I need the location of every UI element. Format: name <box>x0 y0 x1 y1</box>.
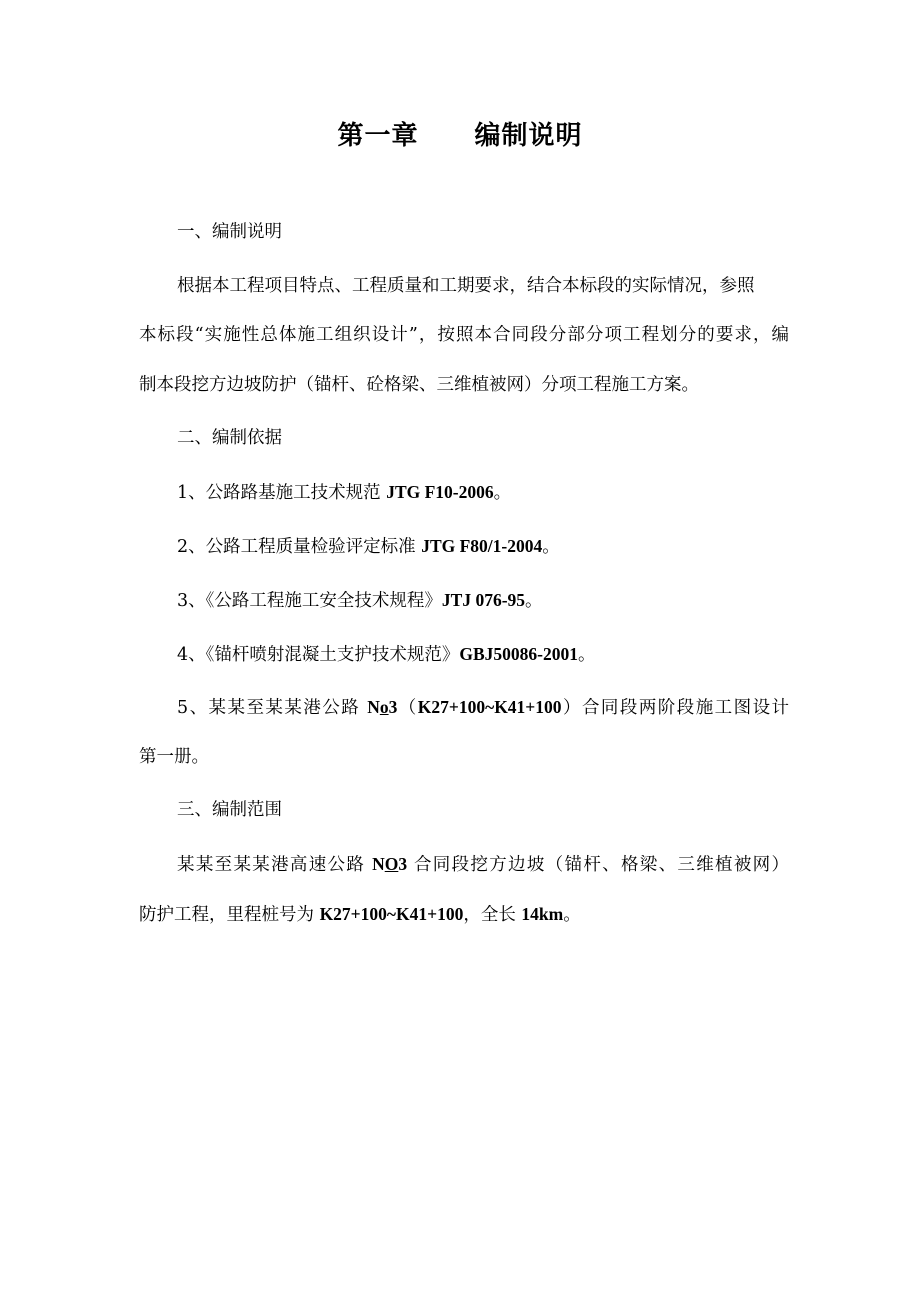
contract-number <box>367 697 397 717</box>
basis-item <box>177 587 789 614</box>
basis-item <box>177 479 789 506</box>
chapter-title <box>0 118 920 154</box>
chapter-number: 第一章 <box>337 121 419 151</box>
chainage-range: K27+100~K41+100 <box>417 697 562 717</box>
numero-digit: 3 <box>388 697 398 717</box>
scope-text: 某某至某某港高速公路 <box>177 855 373 875</box>
basis-item <box>177 694 789 721</box>
basis-item-title: 2、公路工程质量检验评定标准 <box>177 537 422 557</box>
numero-letter: N <box>367 697 380 717</box>
section-heading-compilation-basis: 二、编制依据 <box>177 428 282 448</box>
scope-text: 合同段挖方边坡（锚杆、格梁、三维植被网） <box>407 855 790 875</box>
basis-item-end: 。 <box>525 591 543 611</box>
basis-item <box>177 641 789 668</box>
scope-text: 。 <box>563 905 581 925</box>
standard-code: JTG F80/1-2004 <box>421 536 543 556</box>
basis-item-title: 5、某某至某某港公路 <box>177 698 368 718</box>
basis-item-end: 。 <box>493 483 512 503</box>
section-heading-compilation-scope: 三、编制范围 <box>177 800 282 820</box>
paragraph-line: 根据本工程项目特点、工程质量和工期要求，结合本标段的实际情况，参照 <box>177 276 755 296</box>
standard-code: JTG F10-2006 <box>386 482 494 502</box>
total-length: 14km <box>521 904 564 924</box>
paragraph-line <box>177 851 789 878</box>
basis-item-title: 4、《锚杆喷射混凝土支护技术规范》 <box>177 645 460 665</box>
chainage-range: K27+100~K41+100 <box>319 904 464 924</box>
numero-digit: 3 <box>398 854 408 874</box>
paren-close: ） <box>561 698 582 718</box>
section-heading-compilation-notes: 一、编制说明 <box>177 222 282 242</box>
paren-open: （ <box>397 698 418 718</box>
numero-letter: O <box>384 854 399 874</box>
paragraph-line: 制本段挖方边坡防护（锚杆、砼格梁、三维植被网）分项工程施工方案。 <box>139 375 699 395</box>
basis-item-end: 。 <box>542 537 560 557</box>
standard-code: GBJ50086-2001 <box>459 644 579 664</box>
scope-text: 防护工程，里程桩号为 <box>139 905 320 925</box>
numero-letter: o <box>379 697 389 717</box>
basis-item-end: 。 <box>578 645 596 665</box>
paragraph-line <box>139 901 789 928</box>
contract-number <box>372 854 407 874</box>
basis-item-title: 3、《公路工程施工安全技术规程》 <box>177 591 442 611</box>
numero-letter: N <box>372 854 385 874</box>
scope-text: ，全长 <box>463 905 522 925</box>
basis-item-rest: 合同段两阶段施工图设计 <box>581 698 790 718</box>
paragraph-line: 本标段“实施性总体施工组织设计”，按照本合同段分部分项工程划分的要求，编 <box>139 325 789 345</box>
basis-item-title: 1、公路路基施工技术规范 <box>177 483 387 503</box>
basis-item <box>177 533 789 560</box>
standard-code: JTJ 076-95 <box>441 590 526 610</box>
chapter-name: 编制说明 <box>474 121 583 151</box>
paragraph-line: 第一册。 <box>139 747 209 767</box>
